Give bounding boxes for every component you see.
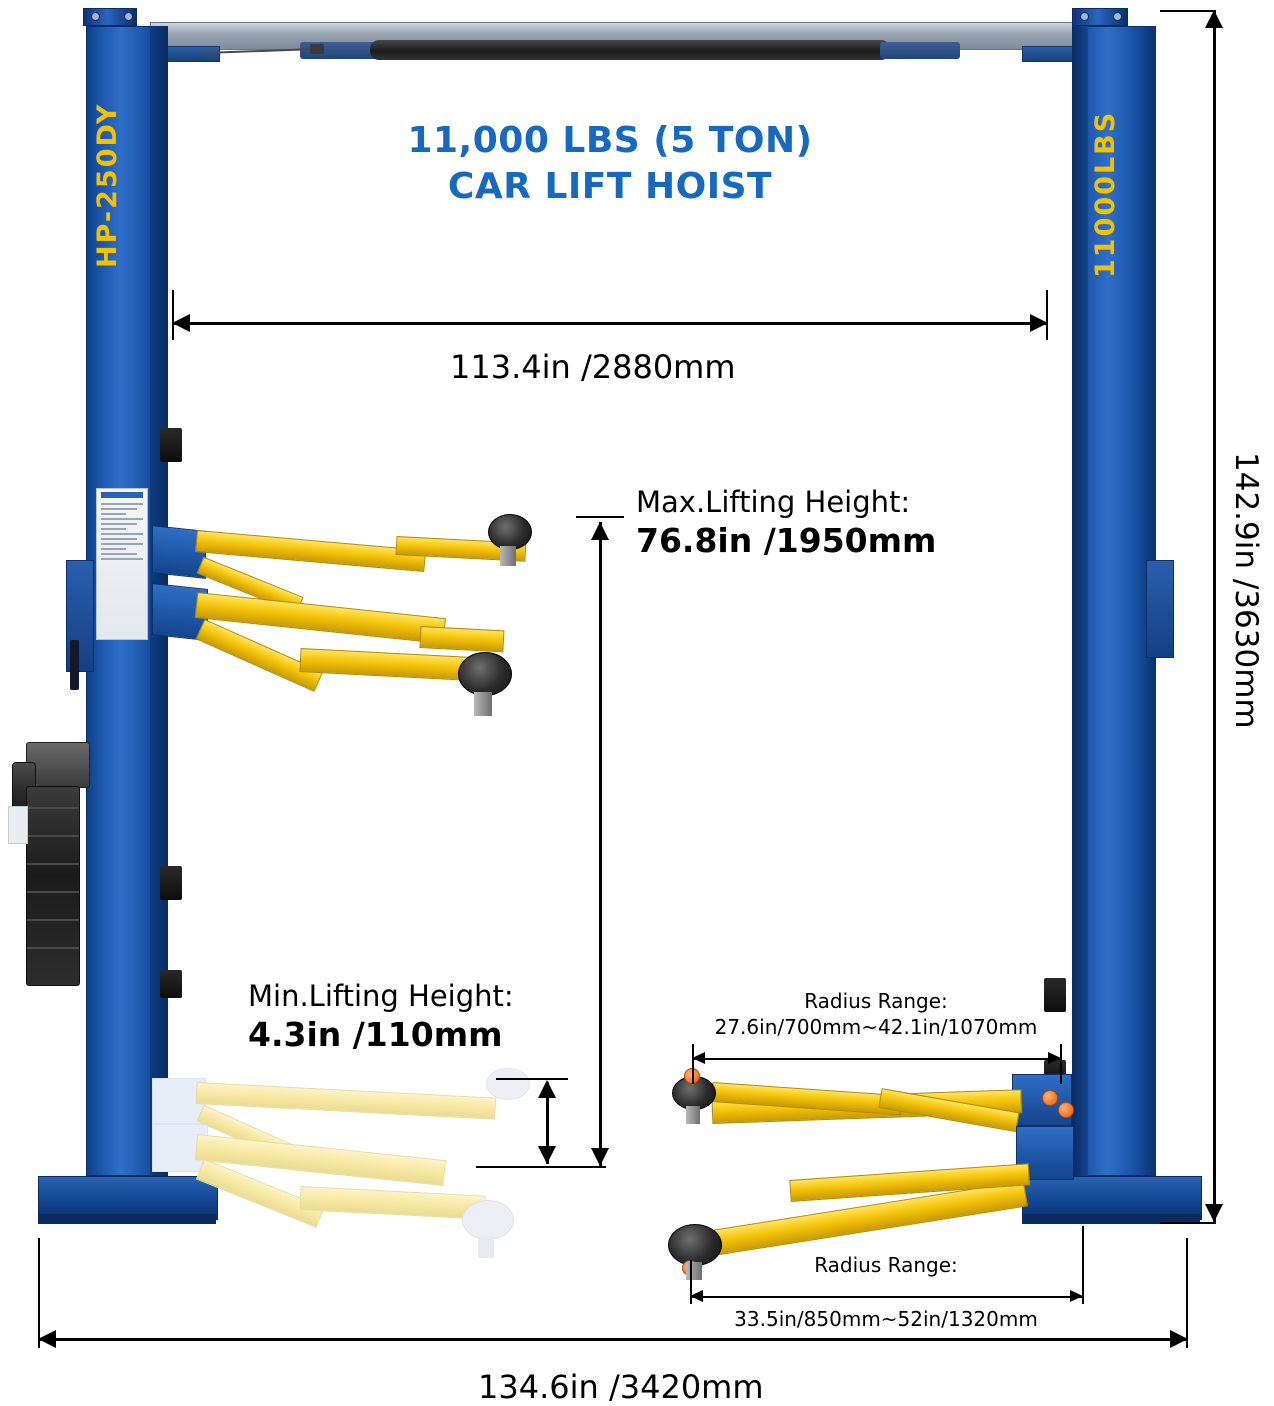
lift-pad-ghost-lower bbox=[462, 1200, 514, 1240]
safety-lock-left-3 bbox=[160, 970, 182, 998]
min-lift-label bbox=[248, 978, 514, 1056]
lift-pad-ghost-upper bbox=[486, 1068, 530, 1100]
left-base-shadow bbox=[38, 1214, 216, 1224]
max-lift-label bbox=[636, 484, 936, 562]
arrow-width-right bbox=[1170, 1330, 1188, 1348]
arrow-height-bottom bbox=[1205, 1204, 1223, 1222]
arrow-width-left bbox=[38, 1330, 56, 1348]
left-cap-bolt-2 bbox=[125, 13, 132, 20]
arrow-max-lift-bottom bbox=[591, 1148, 609, 1166]
lift-arm-lower-extension bbox=[419, 626, 504, 652]
arm-lock-knob-right-1 bbox=[1042, 1090, 1058, 1106]
arrow-radius-upper-left bbox=[692, 1052, 705, 1064]
dim-line-inner-width bbox=[172, 322, 1048, 325]
radius-range-lower-value-wrap bbox=[700, 1306, 1072, 1332]
radius-range-upper-value: 27.6in/700mm~42.1in/1070mm bbox=[714, 1015, 1038, 1039]
overhead-shutoff-bar bbox=[370, 40, 890, 60]
arrow-min-lift-bottom bbox=[538, 1146, 556, 1164]
dim-line-overall-width bbox=[38, 1338, 1188, 1341]
dim-line-radius-upper bbox=[692, 1058, 1062, 1060]
arrow-min-lift-top bbox=[538, 1080, 556, 1098]
page-title bbox=[330, 118, 890, 210]
dim-line-overall-height bbox=[1213, 10, 1216, 1222]
ext-line-max-lift-top bbox=[576, 516, 624, 518]
arrow-radius-lower-right bbox=[1070, 1290, 1083, 1302]
radius-range-lower-caption: Radius Range: bbox=[814, 1253, 958, 1277]
safety-lock-left-1 bbox=[160, 428, 182, 462]
min-lift-caption: Min.Lifting Height: bbox=[248, 979, 514, 1013]
lift-arm-upper-inner bbox=[195, 530, 426, 572]
ext-line-height-bottom bbox=[1160, 1222, 1216, 1224]
ext-line-radius-upper-right bbox=[1060, 1044, 1062, 1084]
arrow-radius-lower-left bbox=[690, 1290, 703, 1302]
radius-range-upper-caption: Radius Range: bbox=[804, 989, 948, 1013]
min-lift-value: 4.3in /110mm bbox=[248, 1015, 503, 1055]
radius-range-lower-caption-wrap bbox=[700, 1252, 1072, 1278]
radius-range-upper-label bbox=[706, 988, 1046, 1040]
control-lever bbox=[70, 640, 79, 690]
hydraulic-tank bbox=[26, 786, 80, 986]
safety-lock-right-1 bbox=[1044, 978, 1066, 1012]
right-column-capacity-label: 11000LBS bbox=[1090, 110, 1121, 278]
lift-pad-ghost-lower-stem bbox=[478, 1236, 494, 1258]
arrow-inner-width-left bbox=[172, 314, 190, 332]
right-column-shadow-edge bbox=[1072, 26, 1088, 1176]
arrow-inner-width-right bbox=[1030, 314, 1048, 332]
dim-line-radius-lower bbox=[690, 1296, 1084, 1298]
arrow-max-lift-top bbox=[591, 522, 609, 540]
dim-overall-height-text: 142.9in /3630mm bbox=[1228, 452, 1264, 729]
motor-nameplate bbox=[8, 806, 28, 844]
lift-pad-lower-stem bbox=[474, 692, 492, 716]
dim-inner-width-text: 113.4in /2880mm bbox=[450, 348, 736, 386]
dim-overall-width-text: 134.6in /3420mm bbox=[478, 1368, 764, 1406]
left-column-model-label: HP-250DY bbox=[92, 102, 123, 268]
ext-line-min-lift-bottom bbox=[476, 1166, 606, 1168]
ext-line-min-lift-top bbox=[496, 1078, 568, 1080]
title-line-2: CAR LIFT HOIST bbox=[447, 166, 773, 208]
lift-pad-upper-stem bbox=[500, 546, 516, 566]
radius-range-lower-value: 33.5in/850mm~52in/1320mm bbox=[734, 1307, 1038, 1331]
right-column-cable-guard bbox=[1146, 560, 1174, 658]
arrow-radius-upper-right bbox=[1048, 1052, 1061, 1064]
title-line-1: 11,000 LBS (5 TON) bbox=[407, 120, 813, 161]
warning-decal-upper bbox=[96, 488, 148, 640]
right-cap-bolt-2 bbox=[1114, 13, 1121, 20]
lift-arm-ghost-lower-outer bbox=[299, 1186, 485, 1220]
lift-arm-ghost-upper bbox=[195, 1082, 496, 1120]
lift-pad-lower bbox=[458, 652, 512, 696]
max-lift-value: 76.8in /1950mm bbox=[636, 521, 937, 561]
lift-pad-upper bbox=[488, 514, 532, 550]
lift-arm-lower-outer bbox=[299, 648, 480, 681]
arrow-height-top bbox=[1205, 10, 1223, 28]
ext-line-radius-upper-left bbox=[692, 1044, 694, 1084]
beam-bar-cap-right bbox=[880, 42, 960, 59]
max-lift-caption: Max.Lifting Height: bbox=[636, 485, 911, 519]
left-cap-bolt-1 bbox=[92, 13, 99, 20]
safety-lock-left-2 bbox=[160, 866, 182, 900]
cable-clamp bbox=[310, 44, 324, 54]
arm-lock-knob-right-2 bbox=[1058, 1102, 1074, 1118]
lift-pad-right-upper-stem bbox=[686, 1106, 700, 1124]
right-cap-bolt-1 bbox=[1081, 13, 1088, 20]
dim-line-max-lift bbox=[599, 522, 602, 1166]
